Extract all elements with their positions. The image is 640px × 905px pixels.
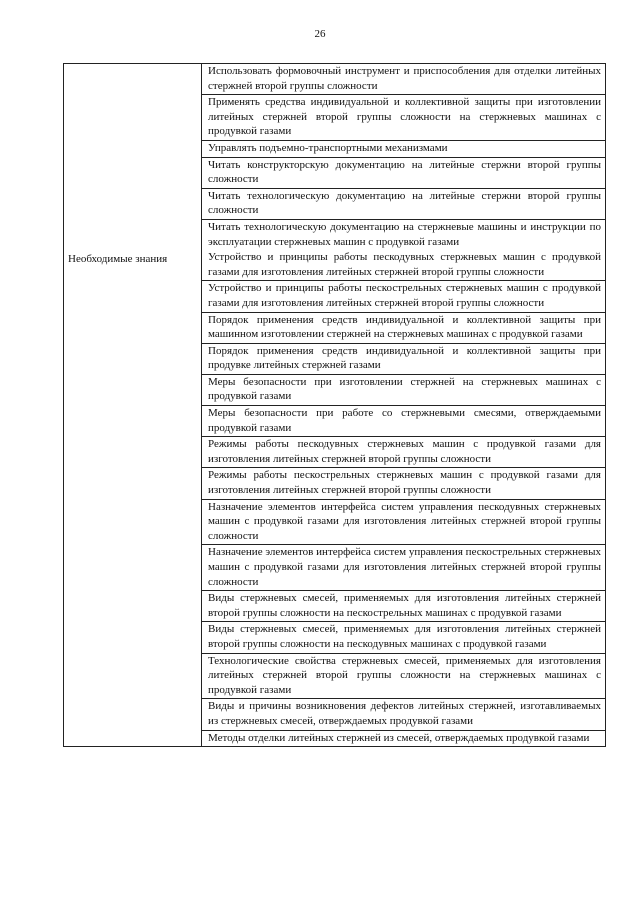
table-row bbox=[64, 64, 606, 250]
row-items bbox=[202, 64, 605, 250]
list-item: Технологические свойства стержневых смесей, применяемых для изготовления литейных стержней второй группы сложности на стержневых машинах с продувкой газами bbox=[202, 654, 605, 700]
row-label: Необходимые знания bbox=[64, 250, 202, 746]
list-item: Виды стержневых смесей, применяемых для изготовления литейных стержней второй группы сложности на пескострельных машинах с продувкой газами bbox=[202, 591, 605, 622]
list-item: Порядок применения средств индивидуальной и коллективной защиты при машинном изготовлении стержней на стержневых машинах с продувкой газами bbox=[202, 313, 605, 344]
list-item: Виды и причины возникновения дефектов литейных стержней, изготавливаемых из стержневых смесей, отверждаемых продувкой газами bbox=[202, 699, 605, 730]
row-label bbox=[64, 64, 202, 250]
list-item: Применять средства индивидуальной и коллективной защиты при изготовлении литейных стержней второй группы сложности на стержневых машинах с продувкой газами bbox=[202, 95, 605, 141]
list-item: Использовать формовочный инструмент и приспособления для отделки литейных стержней второй группы сложности bbox=[202, 64, 605, 95]
list-item: Назначение элементов интерфейса систем управления пескодувных стержневых машин с продувкой газами для изготовления литейных стержней второй группы сложности bbox=[202, 500, 605, 546]
list-item: Устройство и принципы работы пескострельных стержневых машин с продувкой газами для изготовления литейных стержней второй группы сложности bbox=[202, 281, 605, 312]
list-item: Читать технологическую документацию на литейные стержни второй группы сложности bbox=[202, 189, 605, 220]
list-item: Управлять подъемно-транспортными механизмами bbox=[202, 141, 605, 158]
list-item: Режимы работы пескострельных стержневых машин с продувкой газами для изготовления литейных стержней второй группы сложности bbox=[202, 468, 605, 499]
list-item: Назначение элементов интерфейса систем управления пескострельных стержневых машин с продувкой газами для изготовления литейных стержней второй группы сложности bbox=[202, 545, 605, 591]
requirements-table bbox=[63, 63, 606, 747]
list-item: Виды стержневых смесей, применяемых для изготовления литейных стержней второй группы сложности на пескодувных машинах с продувкой газами bbox=[202, 622, 605, 653]
list-item: Меры безопасности при изготовлении стержней на стержневых машинах с продувкой газами bbox=[202, 375, 605, 406]
table-row bbox=[64, 250, 606, 746]
list-item: Меры безопасности при работе со стержневыми смесями, отверждаемыми продувкой газами bbox=[202, 406, 605, 437]
list-item: Устройство и принципы работы пескодувных стержневых машин с продувкой газами для изготовления литейных стержней второй группы сложности bbox=[202, 250, 605, 281]
list-item: Методы отделки литейных стержней из смесей, отверждаемых продувкой газами bbox=[208, 731, 590, 744]
list-item: Режимы работы пескодувных стержневых машин с продувкой газами для изготовления литейных стержней второй группы сложности bbox=[202, 437, 605, 468]
page-number: 26 bbox=[314, 28, 326, 40]
list-item: Читать технологическую документацию на стержневые машины и инструкции по эксплуатации стержневых машин с продувкой газами bbox=[208, 220, 601, 248]
list-item: Читать конструкторскую документацию на литейные стержни второй группы сложности bbox=[202, 158, 605, 189]
list-item: Порядок применения средств индивидуальной и коллективной защиты при продувке литейных стержней газами bbox=[202, 344, 605, 375]
row-items bbox=[202, 250, 605, 746]
